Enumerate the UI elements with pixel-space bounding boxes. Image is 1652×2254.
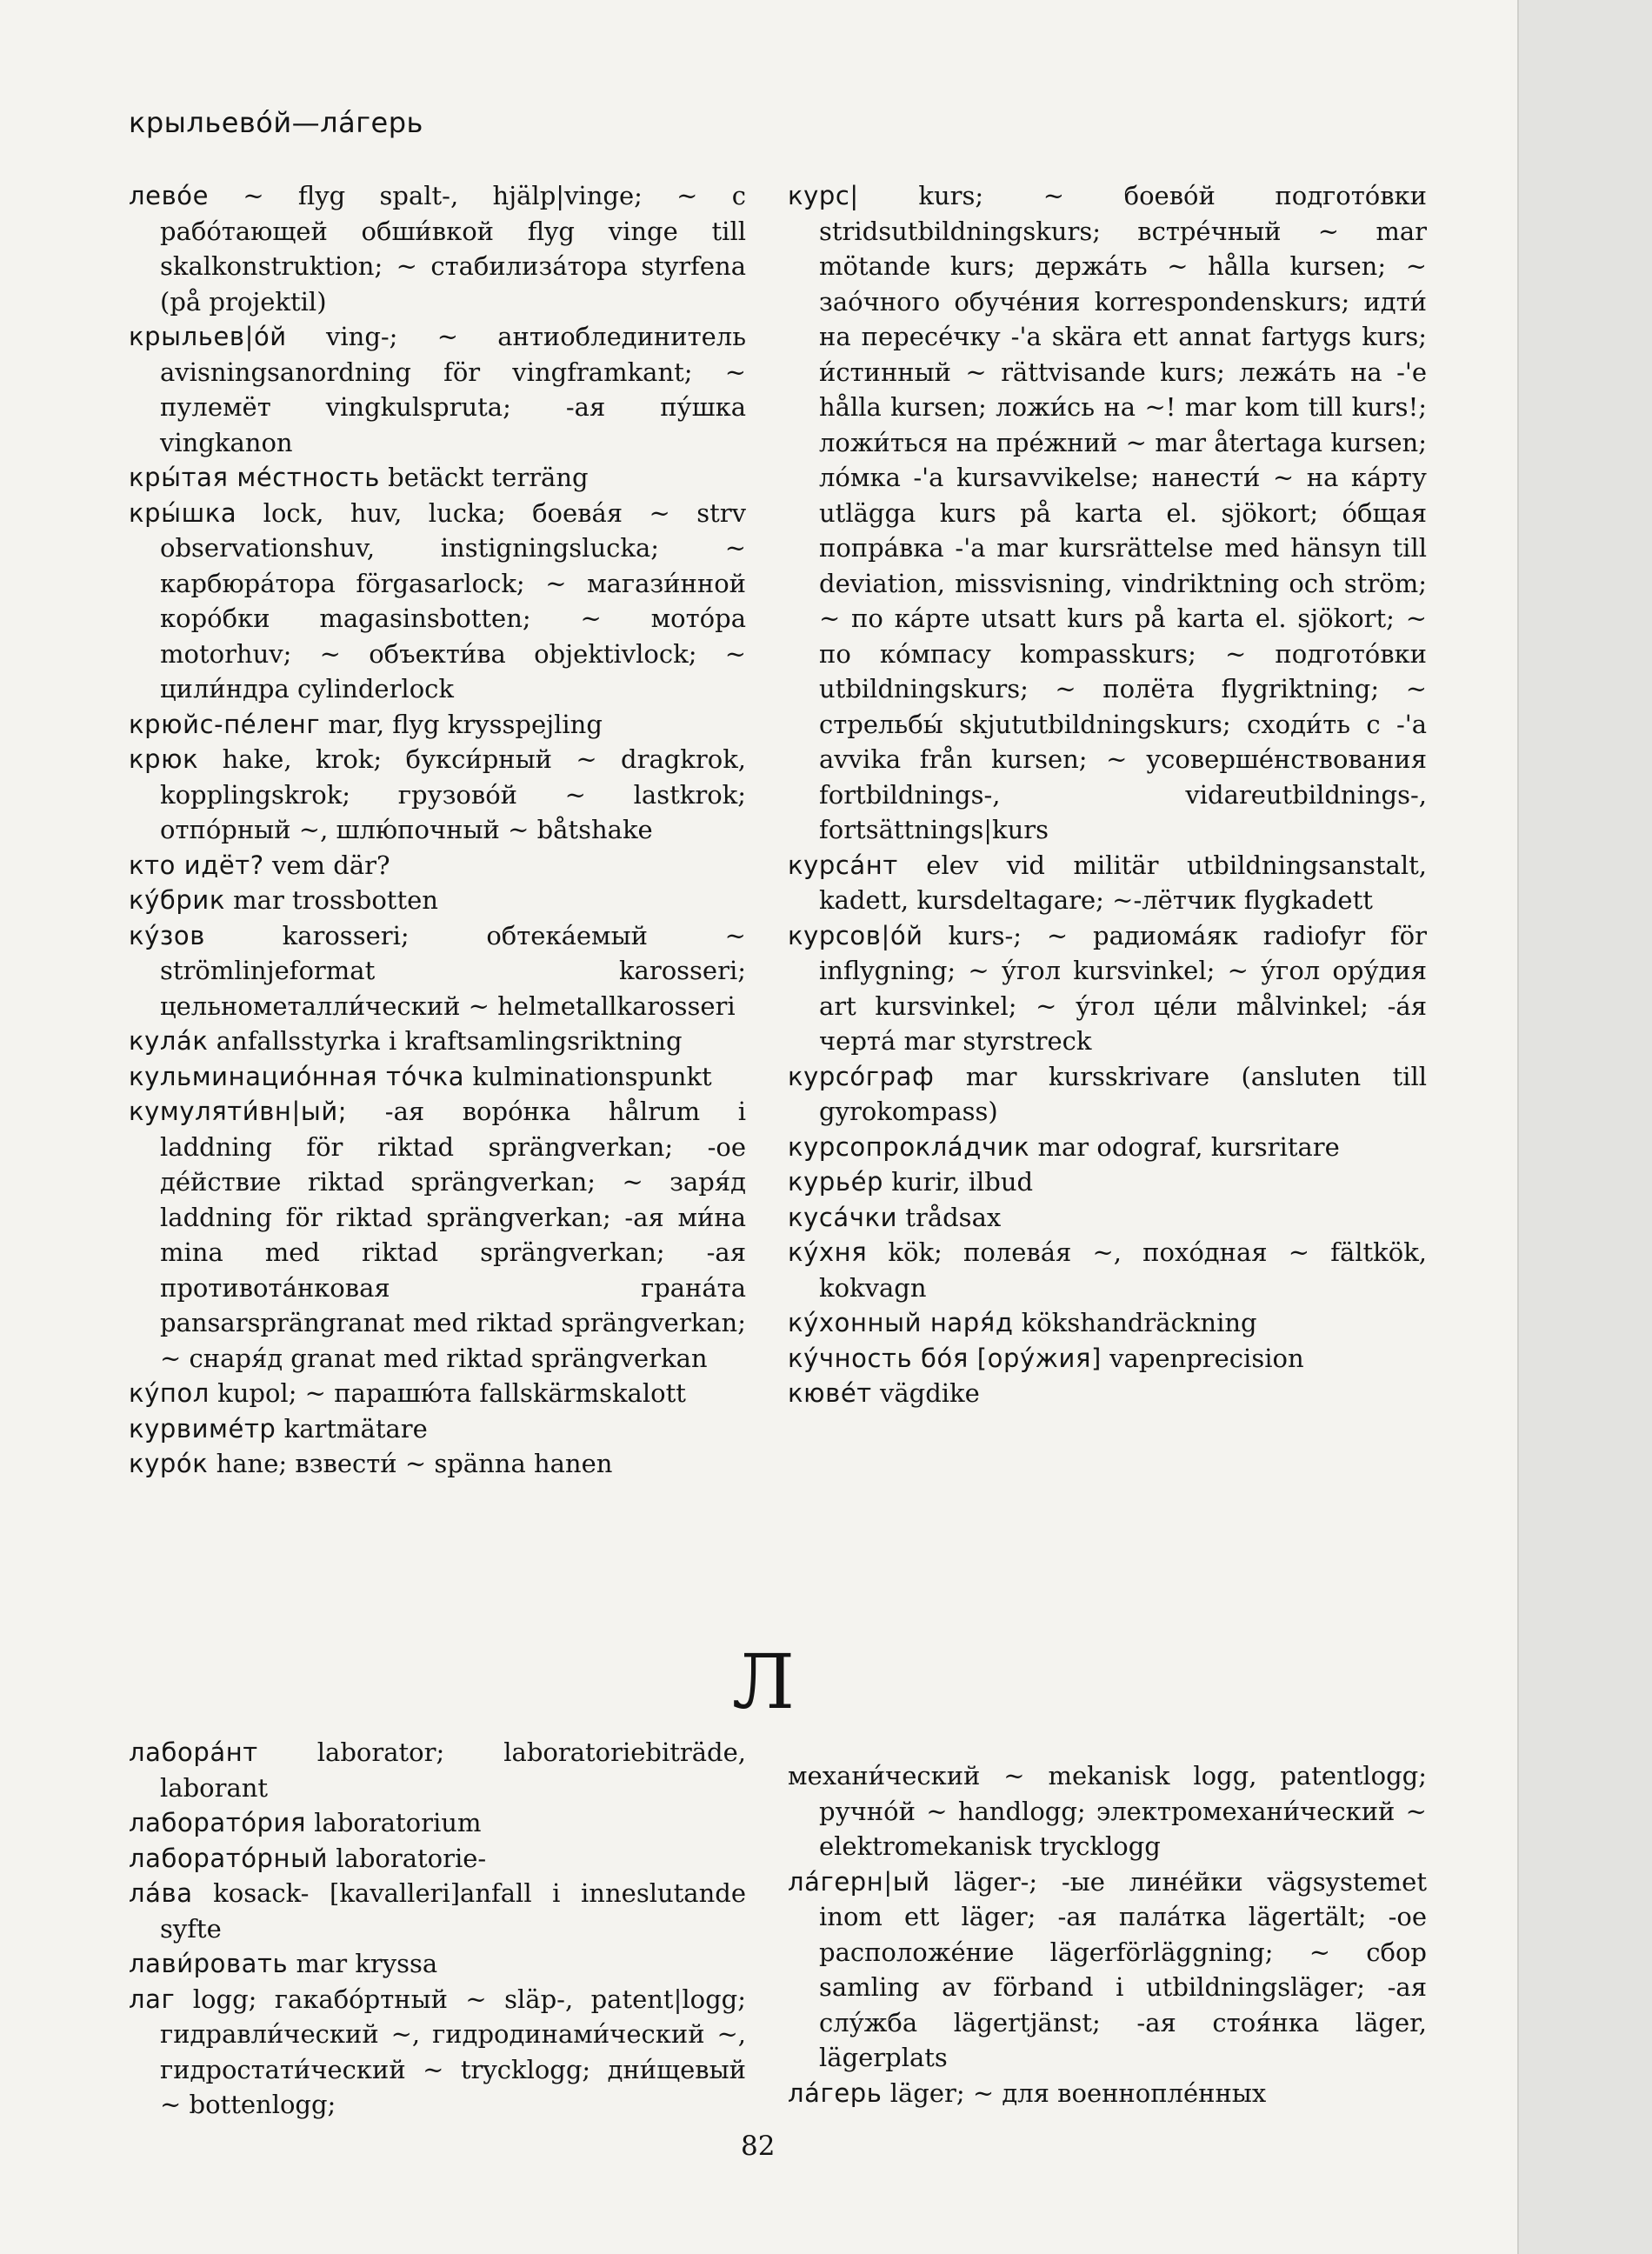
entry-definition: läger-; -ые лине́йки vägsystemet inom ett läger; -ая пала́тка lägertält; -ое расположе́ние lägerförläggning; ~ сбор samling av förband i utbildningsläger; -ая слу́жба lägertjänst; -ая стоя́нка läger, lägerplats <box>819 1866 1427 2072</box>
entry-headword: кульминацио́нная то́чка <box>129 1061 465 1091</box>
dictionary-entry <box>129 883 746 918</box>
entry-headword: ку́зов <box>129 920 205 950</box>
entry-headword: лави́ровать <box>129 1949 289 1978</box>
dictionary-entry <box>788 1059 1427 1130</box>
entry-definition: kurir, ilbud <box>883 1167 1034 1197</box>
entry-definition: mar kursskrivare (ansluten till gyrokompass) <box>819 1061 1427 1126</box>
entry-definition: vapenprecision <box>1101 1343 1304 1373</box>
entry-headword: ку́пол <box>129 1378 210 1408</box>
dictionary-entry <box>788 1164 1427 1200</box>
entry-definition: laborator; laboratoriebiträde, laborant <box>160 1737 746 1803</box>
section-letter: Л <box>732 1639 795 1726</box>
entry-headword: куро́к <box>129 1449 209 1478</box>
entry-headword: лаборато́рия <box>129 1808 307 1837</box>
dictionary-entry <box>788 1341 1427 1377</box>
entry-definition: kulminationspunkt <box>464 1061 712 1091</box>
next-page-edge <box>1517 0 1652 2254</box>
entry-definition: ving-; ~ антиоблединитель avisningsanordning för vingframkant; ~ пулемёт vingkulspruta; -ая пу́шка vingkanon <box>160 322 746 457</box>
entry-definition: mar odograf, kursritare <box>1029 1131 1340 1162</box>
entry-headword: крыльев|о́й <box>129 322 287 351</box>
entry-headword: ку́хня <box>788 1237 868 1267</box>
entry-headword: курсопрокла́дчик <box>788 1131 1030 1162</box>
entry-headword: ку́чность бо́я [ору́жия] <box>788 1343 1102 1373</box>
dictionary-entry <box>129 319 746 460</box>
entry-headword: ку́хонный наря́д <box>788 1308 1014 1337</box>
entry-definition: mar kryssa <box>288 1949 438 1978</box>
dictionary-entry <box>129 1059 746 1095</box>
entry-headword: лево́е <box>129 181 210 210</box>
dictionary-entry <box>788 1864 1427 2076</box>
dictionary-entry <box>129 1376 746 1411</box>
dictionary-entry <box>129 918 746 1024</box>
entry-definition: kosack- [kavalleri]anfall i inneslutande syfte <box>160 1878 746 1944</box>
dictionary-entry <box>129 460 746 496</box>
dictionary-entry <box>129 707 746 743</box>
dictionary-entry <box>129 1876 746 1946</box>
dictionary-entry <box>788 1758 1427 1864</box>
dictionary-entry <box>788 1376 1427 1411</box>
dictionary-entry <box>129 178 746 319</box>
entry-definition: kartmätare <box>276 1413 428 1444</box>
dictionary-entry <box>129 1446 746 1482</box>
entry-definition: mar, flyg krysspejling <box>320 709 603 739</box>
entry-headword: ку́брик <box>129 885 225 915</box>
dictionary-entry <box>129 1024 746 1059</box>
left-column-top <box>129 178 746 1482</box>
dictionary-entry <box>129 1411 746 1447</box>
entry-definition: -ая воро́нка hålrum i laddning för riktad sprängverkan; -ое де́йствие riktad sprängverkan; ~ заря́д laddning för riktad sprängverkan; -ая ми́на mina med riktad sprängverkan; -ая противота́нковая грана́та pansarsprängranat med riktad sprängverkan; ~ снаря́д granat med riktad sprängverkan <box>160 1097 746 1373</box>
running-header: крыльево́й—ла́герь <box>129 106 423 139</box>
dictionary-entry <box>129 848 746 884</box>
entry-headword: курье́р <box>788 1167 884 1197</box>
entry-definition: trådsax <box>897 1202 1002 1232</box>
left-column-bottom <box>129 1735 746 2123</box>
entry-definition: ~ flyg spalt-, hjälp|vinge; ~ с рабо́тающей обши́вкой flyg vinge till skalkonstruktion; ~ стабилиза́тора styrfena (på projektil) <box>160 181 746 317</box>
entry-definition: lock, huv, lucka; боева́я ~ strv observationshuv, instigningslucka; ~ карбюра́тора förgasarlock; ~ магази́нной коро́бки magasinsbotten; ~ мото́ра motorhuv; ~ объекти́ва objektivlock; ~ цили́ндра cylinderlock <box>160 497 746 704</box>
entry-definition: kupol; ~ парашю́та fallskärmskalott <box>209 1378 686 1408</box>
entry-definition: hake, krok; букси́рный ~ dragkrok, kopplingskrok; грузово́й ~ lastkrok; отпо́рный ~, шлю́почный ~ båtshake <box>160 744 746 844</box>
entry-definition: betäckt terräng <box>379 463 589 492</box>
entry-definition: mar trossbotten <box>224 885 438 915</box>
dictionary-entry <box>788 2076 1427 2111</box>
dictionary-entry <box>129 496 746 707</box>
entry-headword: курвиме́тр <box>129 1413 276 1444</box>
entry-definition: läger; ~ для военнопле́нных <box>882 2077 1267 2108</box>
entry-headword: курсов|о́й <box>788 920 923 950</box>
dictionary-entry <box>788 1305 1427 1341</box>
entry-definition: vem där? <box>263 850 390 880</box>
entry-headword: кры́шка <box>129 497 237 528</box>
entry-headword: кула́к <box>129 1026 209 1056</box>
entry-definition: vägdike <box>871 1378 980 1408</box>
entry-definition: anfallsstyrka i kraftsamlingsriktning <box>208 1026 683 1056</box>
dictionary-entry <box>788 1235 1427 1305</box>
dictionary-entry <box>129 1946 746 1982</box>
entry-definition: laboratorie- <box>328 1843 487 1873</box>
entry-headword: курса́нт <box>788 850 898 880</box>
entry-definition: laboratorium <box>306 1808 482 1837</box>
entry-headword: крюк <box>129 744 199 774</box>
dictionary-entry <box>788 848 1427 918</box>
entry-definition: механи́ческий ~ mekanisk logg, patentlogg; ручно́й ~ handlogg; электромехани́ческий ~ elektromekanisk trycklogg <box>788 1761 1427 1861</box>
entry-definition: hane; взвести́ ~ spänna hanen <box>208 1449 613 1478</box>
entry-definition: kökshandräckning <box>1013 1308 1257 1337</box>
dictionary-entry <box>129 1982 746 2123</box>
entry-headword: кто идёт? <box>129 850 264 880</box>
dictionary-entry <box>129 742 746 848</box>
entry-headword: курсо́граф <box>788 1061 935 1091</box>
entry-headword: курс| <box>788 181 859 210</box>
entry-headword: кры́тая ме́стность <box>129 463 380 492</box>
entry-definition: logg; гакабо́ртный ~ släp-, patent|logg; гидравли́ческий ~, гидродинами́ческий ~, гидростати́ческий ~ trycklogg; дни́щевый ~ bottenlogg; <box>160 1984 746 2119</box>
entry-headword: кюве́т <box>788 1378 872 1408</box>
dictionary-entry <box>129 1735 746 1805</box>
entry-headword: лаг <box>129 1984 176 2014</box>
entry-headword: куса́чки <box>788 1202 898 1232</box>
right-column-bottom <box>788 1758 1427 2111</box>
entry-headword: крюйс-пе́ленг <box>129 709 321 739</box>
dictionary-entry <box>129 1094 746 1376</box>
dictionary-entry <box>788 918 1427 1059</box>
entry-headword: ла́герн|ый <box>788 1866 930 1897</box>
dictionary-entry <box>129 1805 746 1841</box>
entry-headword: кумуляти́вн|ый; <box>129 1097 348 1126</box>
entry-headword: ла́ва <box>129 1878 193 1908</box>
page-number: 82 <box>741 2131 776 2162</box>
entry-definition: kurs-; ~ радиома́як radiofyr för inflygning; ~ у́гол kursvinkel; ~ у́гол ору́дия art kursvinkel; ~ у́гол це́ли målvinkel; -а́я черта́ mar styrstreck <box>819 920 1427 1056</box>
entry-headword: лаборато́рный <box>129 1843 329 1873</box>
entry-headword: лабора́нт <box>129 1737 258 1767</box>
entry-definition: kök; полева́я ~, похо́дная ~ fältkök, kokvagn <box>819 1237 1427 1303</box>
dictionary-entry <box>788 1130 1427 1165</box>
entry-definition: kurs; ~ боево́й подгото́вки stridsutbildningskurs; встре́чный ~ mar mötande kurs; держа́ть ~ hålla kursen; ~ зао́чного обуче́ния korrespondenskurs; идти́ на пересе́чку -'а skära ett annat fartygs kurs; и́стинный ~ rättvisande kurs; лежа́ть на -'е hålla kursen; ложи́сь на ~! mar kom till kurs!; ложи́ться на пре́жний ~ mar återtaga kursen; ло́мка -'а kursavvikelse; нанести́ ~ на ка́рту utlägga kurs på karta el. sjökort; о́бщая попра́вка -'а mar kursrättelse med hänsyn till deviation, missvisning, vindriktning och ström; ~ по ка́рте utsatt kurs på karta el. sjökort; ~ по ко́мпасу kompasskurs; ~ подгото́вки utbildningskurs; ~ полёта flygriktning; ~ стрельбы́ skjututbildningskurs; сходи́ть с -'а avvika från kursen; ~ усоверше́нствования fortbildnings-, vidareutbildnings-, fortsättnings|kurs <box>819 181 1427 844</box>
entry-definition: elev vid militär utbildningsanstalt, kadett, kursdeltagare; ~-лётчик flygkadett <box>819 850 1427 915</box>
right-column-top <box>788 178 1427 1411</box>
entry-headword: ла́герь <box>788 2077 883 2108</box>
entry-definition: karosseri; обтека́емый ~ strömlinjeformat karosseri; цельнометалли́ческий ~ helmetallkarosseri <box>160 920 746 1021</box>
dictionary-entry <box>788 178 1427 848</box>
dictionary-entry <box>788 1200 1427 1236</box>
dictionary-entry <box>129 1841 746 1877</box>
